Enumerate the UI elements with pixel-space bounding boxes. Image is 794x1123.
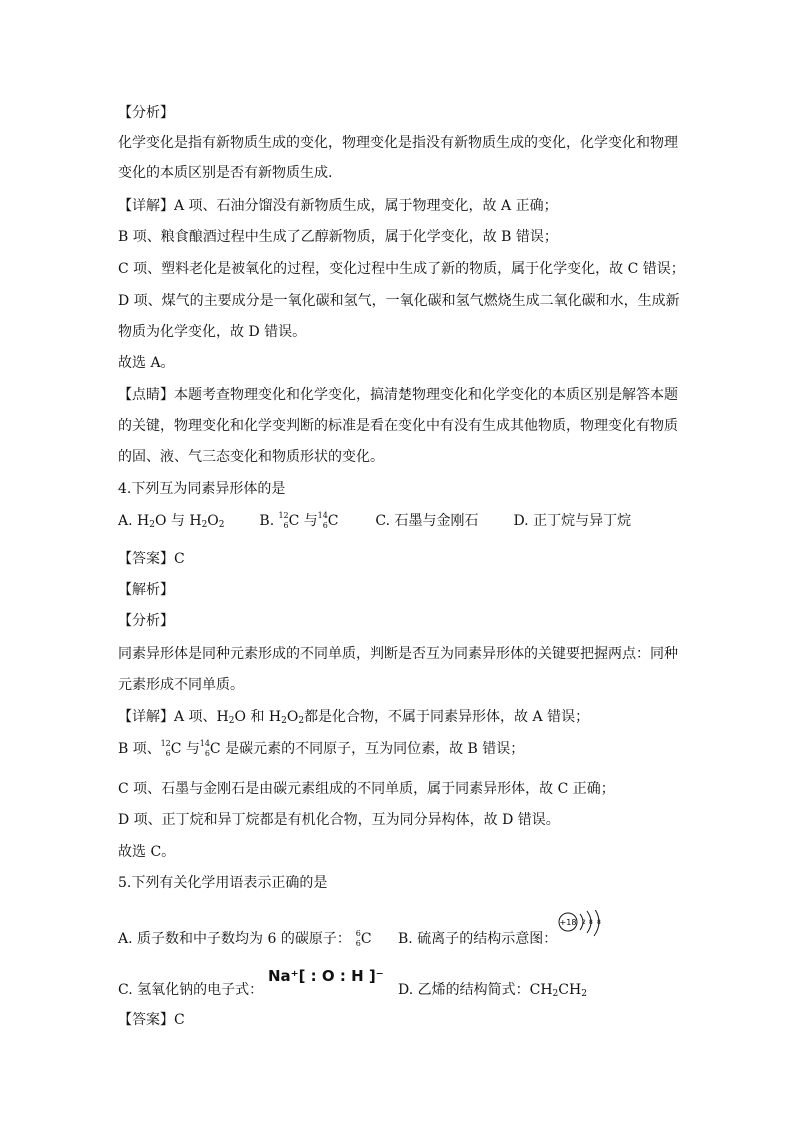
- paragraph-line: 的关键，物理变化和化学变判断的标准是看在变化中有没有生成其他物质，物理变化有物质: [118, 418, 678, 434]
- answer-label: 【答案】C: [118, 1012, 185, 1028]
- sulfur-ion-structure-diagram: [556, 910, 612, 946]
- sodium-hydroxide-electron-formula: Na⁺[ : O : H ]⁻: [268, 967, 384, 985]
- question-5-option-d: D. 乙烯的结构简式：$CH_2CH_2$: [398, 982, 587, 999]
- question-5-option-a: A. 质子数和中子数均为 6 的碳原子： 6 6 C: [118, 929, 372, 948]
- paragraph-line: 物质为化学变化，故 D 错误。: [118, 324, 307, 340]
- question-5-option-c: C. 氢氧化钠的电子式：: [118, 982, 264, 998]
- question-5-title: 5.下列有关化学用语表示正确的是: [118, 875, 328, 891]
- question-5-option-b: B. 硫离子的结构示意图：: [398, 931, 558, 947]
- answer-label: 【答案】C: [118, 551, 185, 567]
- section-analysis-heading: 【分析】: [118, 105, 174, 121]
- paragraph-line: C 项、石墨与金刚石是由碳元素组成的不同单质，属于同素异形体，故 C 正确；: [118, 781, 615, 797]
- paragraph-line: 【点睛】本题考查物理变化和化学变化，搞清楚物理变化和化学变化的本质区别是解答本题: [118, 387, 678, 403]
- paragraph-line: B 项、粮食酿酒过程中生成了乙醇新物质，属于化学变化，故 B 错误；: [118, 229, 558, 245]
- paragraph-line: 故选 C。: [118, 844, 176, 860]
- option-c: C. 石墨与金刚石: [375, 513, 479, 529]
- paragraph-line: 化学变化是指有新物质生成的变化，物理变化是指没有新物质生成的变化，化学变化和物理: [118, 135, 678, 151]
- paragraph-line: 元素形成不同单质。: [118, 677, 244, 693]
- paragraph-line: 同素异形体是同种元素形成的不同单质，判断是否互为同素异形体的关键要把握两点：同种: [118, 646, 678, 662]
- question-4-title: 4.下列互为同素异形体的是: [118, 481, 286, 497]
- paragraph-line: 变化的本质区别是否有新物质生成.: [118, 165, 333, 181]
- nucleus-charge: +18: [559, 918, 577, 927]
- paragraph-line: C 项、塑料老化是被氧化的过程，变化过程中生成了新的物质，属于化学变化，故 C 错误；: [118, 261, 685, 277]
- shell-2-count: 8: [589, 919, 593, 926]
- shell-1-count: 2: [582, 919, 586, 926]
- paragraph-line: D 项、正丁烷和异丁烷都是有机化合物，互为同分异构体，故 D 错误。: [118, 812, 560, 828]
- paragraph-line: 【详解】A 项、$H_2O$ 和 $H_2O_2$都是化合物，不属于同素异形体，故 A 错误；: [118, 709, 590, 726]
- option-b: B. 12 6 C 与 14 6 C: [259, 511, 339, 530]
- shell-3-count: 8: [597, 919, 601, 926]
- section-analysis-heading: 【分析】: [118, 613, 174, 629]
- paragraph-line: B 项、 12 6 C 与 14 6 C 是碳元素的不同原子，互为同位素，故 B 错误；: [118, 739, 525, 758]
- question-4-options: [118, 512, 631, 534]
- paragraph-line: D 项、煤气的主要成分是一氧化碳和氢气，一氧化碳和氢气燃烧生成二氧化碳和水，生成新: [118, 293, 680, 309]
- paragraph-line: 【详解】A 项、石油分馏没有新物质生成，属于物理变化，故 A 正确；: [118, 198, 558, 214]
- option-a: A. $H_2O$ 与 $H_2O_2$: [118, 513, 225, 530]
- paragraph-line: 的固、液、气三态变化和物质形状的变化。: [118, 449, 384, 465]
- paragraph-line: 故选 A。: [118, 355, 175, 371]
- option-d: D. 正丁烷与异丁烷: [513, 513, 632, 529]
- explanation-heading: 【解析】: [118, 582, 174, 598]
